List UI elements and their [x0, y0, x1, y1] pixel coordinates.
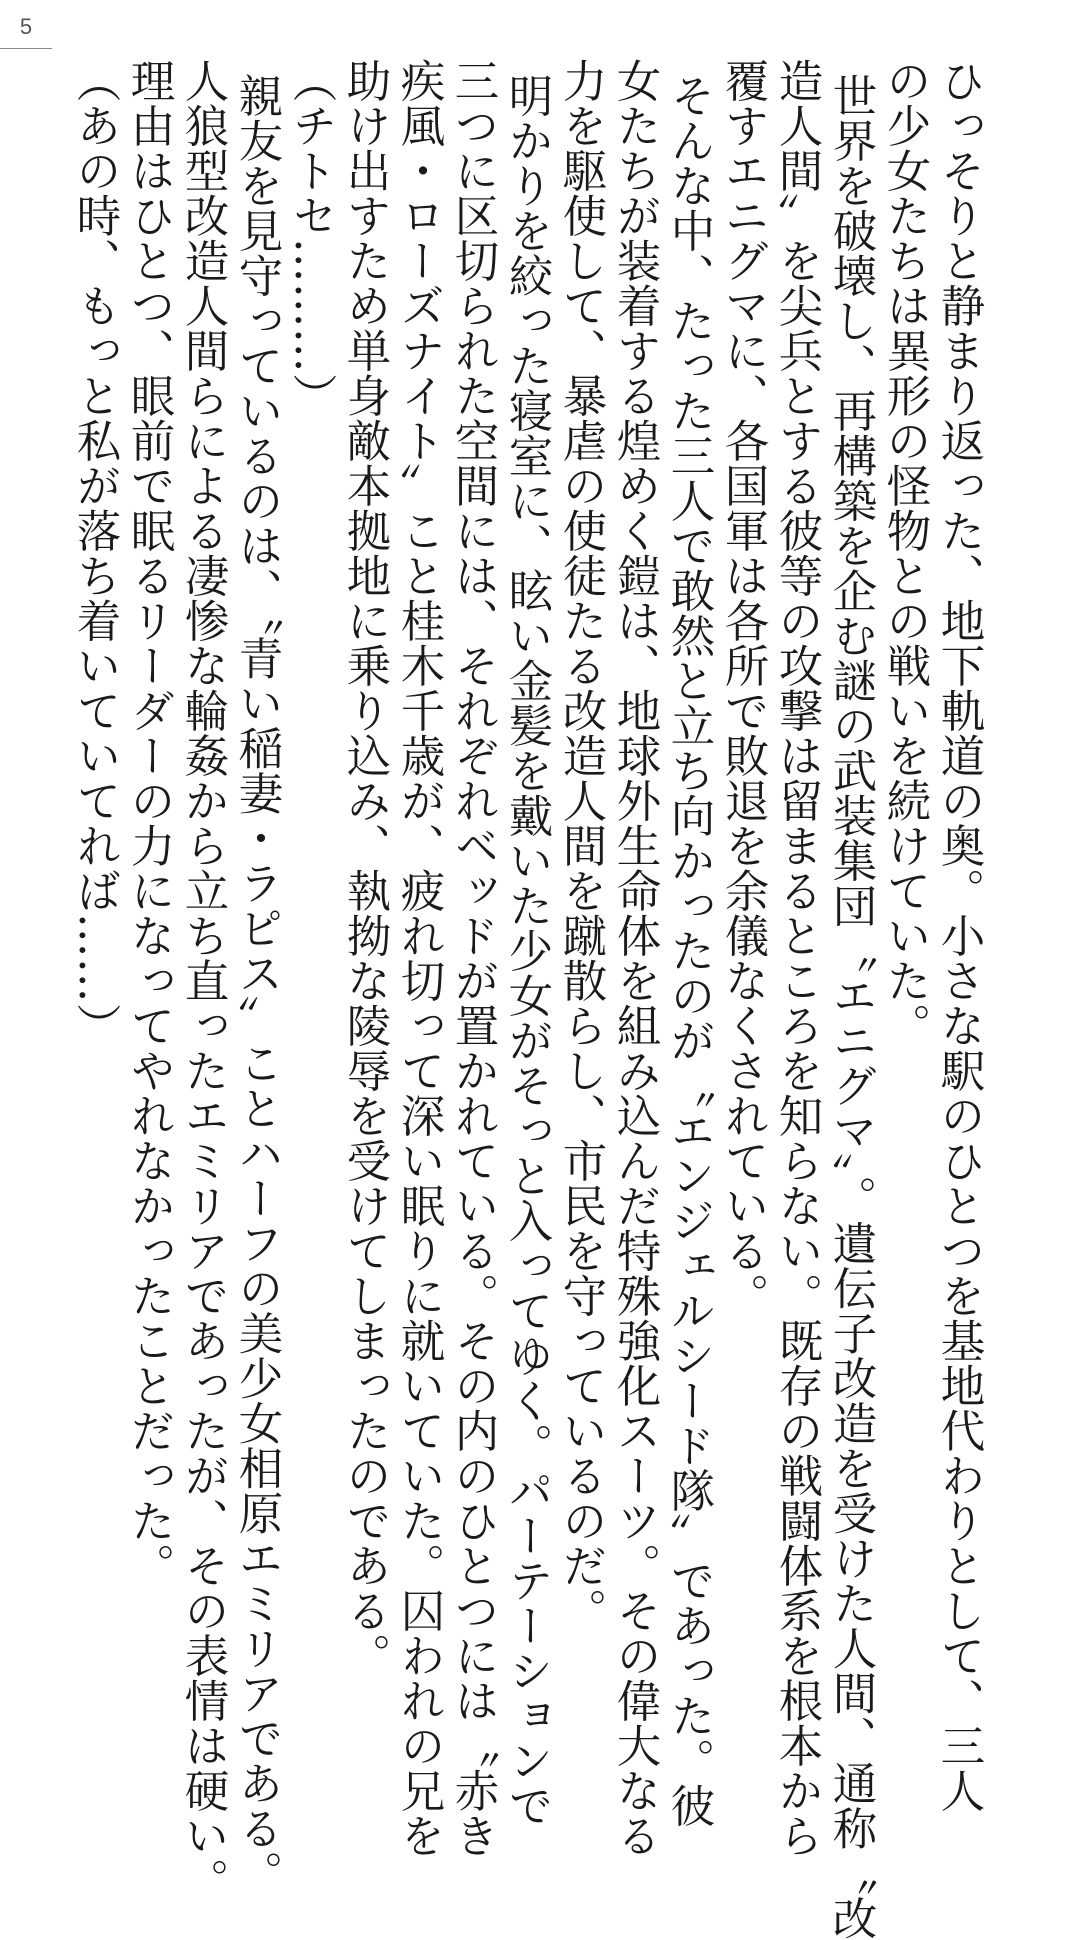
text-line: 理由はひとつ、眼前で眠るリーダーの力になってやれなかったことだった。	[123, 58, 174, 1588]
text-line: 助け出すため単身敵本拠地に乗り込み、執拗な陵辱を受けてしまったのである。	[339, 58, 390, 1678]
text-line: ひっそりと静まり返った、地下軌道の奥。小さな駅のひとつを基地代わりとして、三人	[933, 58, 984, 1813]
vertical-text-body	[69, 58, 985, 1940]
text-line: 明かりを絞った寝室に、眩い金髪を戴いた少女がそっと入ってゆく。パーテーションで	[501, 58, 552, 1828]
text-line: 世界を破壊し、再構築を企む謎の武装集団〝エニグマ〟。遺伝子改造を受けた人間、通称〝改	[825, 58, 876, 1940]
text-line: 親友を見守っているのは、〝青い稲妻・ラピス〟ことハーフの美少女相原エミリアである。	[231, 58, 282, 1896]
text-line: の少女たちは異形の怪物との戦いを続けていた。	[879, 58, 930, 1048]
text-line: 三つに区切られた空間には、それぞれベッドが置かれている。その内のひとつには〝赤き	[447, 58, 498, 1858]
page-number-rule	[0, 48, 52, 49]
text-line: 力を駆使して、暴虐の使徒たる改造人間を蹴散らし、市民を守っているのだ。	[555, 58, 606, 1633]
text-line: 疾風・ローズナイト〟こと桂木千歳が、疲れ切って深い眠りに就いていた。囚われの兄を	[393, 58, 444, 1858]
text-line: 覆すエニグマに、各国軍は各所で敗退を余儀なくされている。	[717, 58, 768, 1318]
text-line: 女たちが装着する煌めく鎧は、地球外生命体を組み込んだ特殊強化スーツ。その偉大なる	[609, 58, 660, 1858]
text-line: （あの時、もっと私が落ち着いていてれば……）	[69, 58, 120, 1048]
text-line: そんな中、たった三人で敢然と立ち向かったのが〝エンジェルシード隊〟であった。彼	[663, 58, 714, 1828]
page-number: 5	[19, 14, 33, 39]
text-line: 造人間〟を尖兵とする彼等の攻撃は留まるところを知らない。既存の戦闘体系を根本から	[771, 58, 822, 1858]
text-line: 人狼型改造人間らによる凄惨な輪姦から立ち直ったエミリアであったが、その表情は硬い。	[177, 58, 228, 1903]
text-line: （チトセ………）	[285, 58, 336, 418]
